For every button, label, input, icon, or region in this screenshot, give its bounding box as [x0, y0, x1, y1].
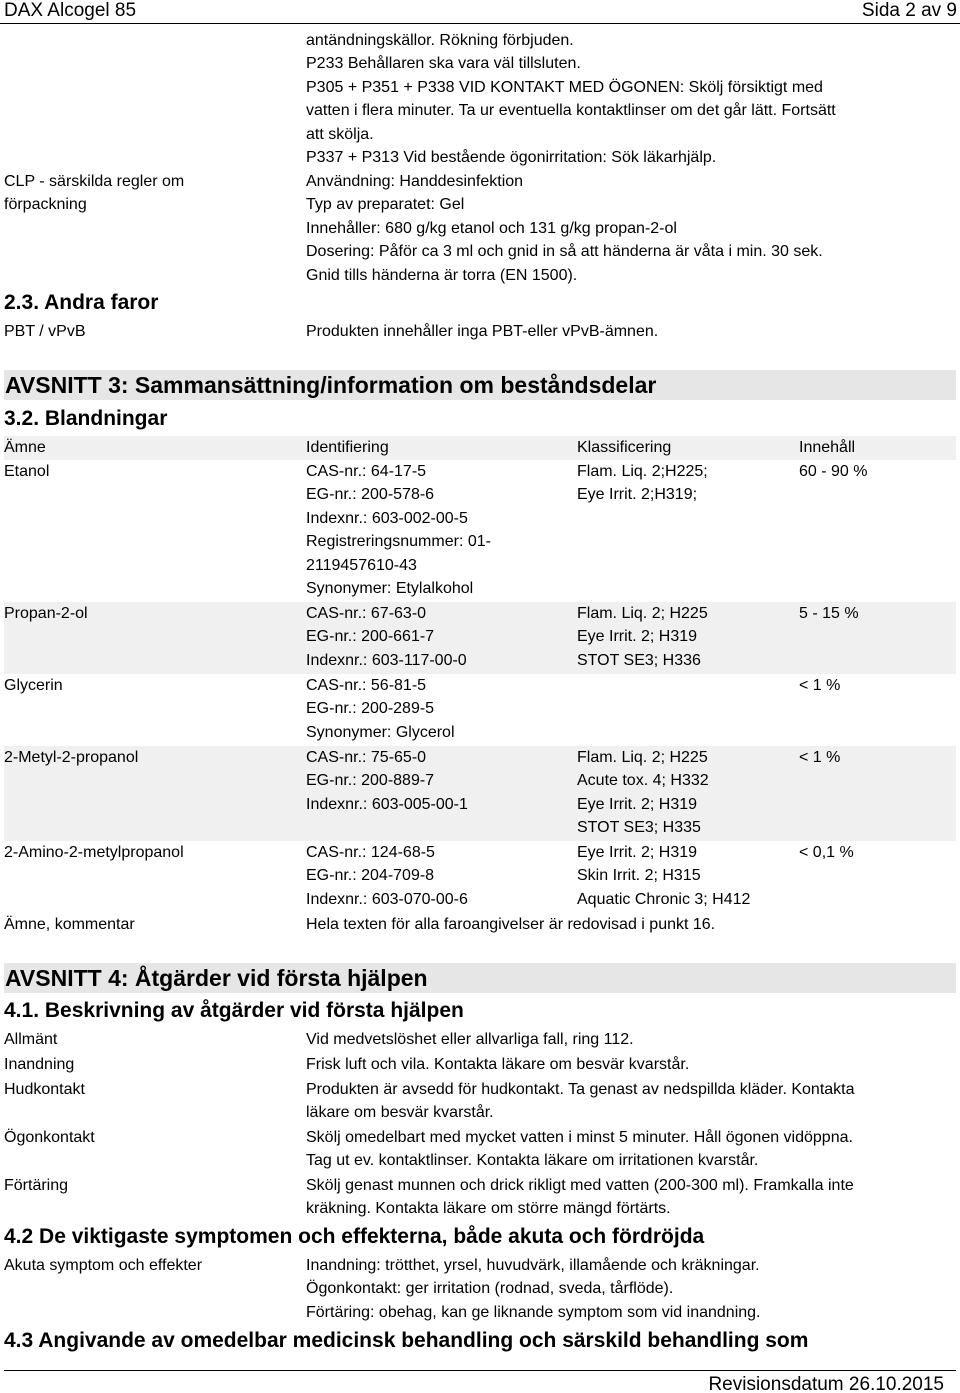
identifier-line: Indexnr.: 603-117-00-0	[306, 651, 467, 669]
comment-label: Ämne, kommentar	[4, 916, 135, 933]
col-header-identification: Identifiering	[306, 439, 389, 456]
identifier-line: EG-nr.: 200-661-7	[306, 628, 435, 646]
comment-text: Hela texten för alla faroangivelser är redovisad i punkt 16.	[306, 916, 716, 933]
identifier-line: CAS-nr.: 56-81-5	[306, 677, 427, 694]
identifier-line: EG-nr.: 200-578-6	[306, 486, 435, 504]
identifier-line: CAS-nr.: 75-65-0	[306, 749, 427, 766]
clp-label: CLP - särskilda regler om	[4, 173, 185, 190]
text-line: Inandning: trötthet, yrsel, huvudvärk, illamående och kräkningar.	[306, 1257, 760, 1274]
classification-line: Eye Irrit. 2; H319	[577, 795, 698, 813]
subsection-heading-4-1: 4.1. Beskrivning av åtgärder vid första hjälpen	[4, 999, 464, 1022]
subsection-heading-3-2: 3.2. Blandningar	[4, 407, 168, 430]
col-header-classification: Klassificering	[577, 439, 672, 456]
identifier-line: Indexnr.: 603-005-00-1	[306, 795, 468, 813]
first-aid-label: Hudkontakt	[4, 1081, 85, 1098]
text-line: Frisk luft och vila. Kontakta läkare om besvär kvarstår.	[306, 1056, 690, 1073]
text-line: Ögonkontakt: ger irritation (rodnad, sveda, tårflöde).	[306, 1280, 674, 1298]
col-header-substance: Ämne	[4, 439, 46, 456]
pbt-label: PBT / vPvB	[4, 323, 86, 340]
identifier-line: EG-nr.: 200-289-5	[306, 700, 435, 718]
text-line: P305 + P351 + P338 VID KONTAKT MED ÖGONEN: Skölj försiktigt med	[306, 78, 823, 96]
document-title: DAX Alcogel 85	[4, 0, 137, 21]
text-line: Tag ut ev. kontaktlinser. Kontakta läkare om irritationen kvarstår.	[306, 1152, 759, 1170]
page-number: Sida 2 av 9	[861, 0, 957, 21]
symptoms-label: Akuta symptom och effekter	[4, 1257, 203, 1274]
table-row	[0, 841, 960, 913]
classification-line: Eye Irrit. 2;H319;	[577, 486, 698, 504]
identifier-line: EG-nr.: 200-889-7	[306, 772, 435, 790]
text-line: antändningskällor. Rökning förbjuden.	[306, 32, 574, 49]
classification-line: STOT SE3; H335	[577, 819, 701, 837]
substance-name: Etanol	[4, 463, 50, 480]
section-heading-3: AVSNITT 3: Sammansättning/information om beståndsdelar	[4, 370, 956, 400]
identifier-line: Indexnr.: 603-070-00-6	[306, 890, 468, 908]
table-row	[0, 746, 960, 841]
col-header-content: Innehåll	[799, 439, 856, 456]
identifier-line: CAS-nr.: 64-17-5	[306, 463, 427, 480]
table-row	[0, 674, 960, 746]
identifier-line: Synonymer: Glycerol	[306, 723, 455, 741]
classification-line: Flam. Liq. 2; H225	[577, 749, 708, 766]
identifier-line: Registreringsnummer: 01-	[306, 533, 491, 551]
identifier-line: EG-nr.: 204-709-8	[306, 867, 435, 885]
content-value: 60 - 90 %	[799, 463, 868, 480]
substance-name: 2-Metyl-2-propanol	[4, 749, 139, 766]
first-aid-label: Ögonkontakt	[4, 1129, 95, 1146]
identifier-line: Synonymer: Etylalkohol	[306, 580, 474, 598]
identifier-line: 2119457610-43	[306, 556, 417, 574]
content-value: < 0,1 %	[799, 844, 854, 861]
classification-line: Eye Irrit. 2; H319	[577, 844, 698, 861]
table-row	[0, 602, 960, 674]
content-value: 5 - 15 %	[799, 605, 859, 622]
text-line: att skölja.	[306, 125, 374, 143]
subsection-heading-4-2: 4.2 De viktigaste symptomen och effekterna, både akuta och fördröjda	[4, 1225, 705, 1248]
substance-name: 2-Amino-2-metylpropanol	[4, 844, 184, 861]
text-line: P233 Behållaren ska vara väl tillsluten.	[306, 55, 581, 73]
classification-line: Flam. Liq. 2;H225;	[577, 463, 708, 480]
subsection-heading-2-3: 2.3. Andra faror	[4, 291, 159, 314]
text-line: P337 + P313 Vid bestående ögonirritation: Sök läkarhjälp.	[306, 149, 717, 167]
first-aid-label: Inandning	[4, 1056, 75, 1073]
classification-line: Skin Irrit. 2; H315	[577, 867, 701, 885]
text-line: kräkning. Kontakta läkare om större mängd förtärts.	[306, 1200, 671, 1218]
content-value: < 1 %	[799, 677, 841, 694]
content-value: < 1 %	[799, 749, 841, 766]
classification-line: STOT SE3; H336	[577, 651, 701, 669]
revision-date: Revisionsdatum 26.10.2015	[708, 1374, 944, 1393]
pbt-text: Produkten innehåller inga PBT-eller vPvB-ämnen.	[306, 323, 659, 340]
first-aid-label: Allmänt	[4, 1031, 58, 1048]
text-line: Dosering: Påför ca 3 ml och gnid in så att händerna är våta i min. 30 sek.	[306, 243, 823, 261]
table-header-row	[4, 436, 956, 460]
table-row	[0, 460, 960, 602]
classification-line: Eye Irrit. 2; H319	[577, 628, 698, 646]
footer-divider	[4, 1370, 956, 1371]
page-header	[0, 0, 960, 24]
classification-line: Aquatic Chronic 3; H412	[577, 890, 751, 908]
substance-name: Glycerin	[4, 677, 63, 694]
text-line: Skölj omedelbart med mycket vatten i minst 5 minuter. Håll ögonen vidöppna.	[306, 1129, 853, 1146]
text-line: läkare om besvär kvarstår.	[306, 1104, 494, 1122]
classification-line: Flam. Liq. 2; H225	[577, 605, 708, 622]
text-line: Förtäring: obehag, kan ge liknande symptom som vid inandning.	[306, 1303, 761, 1321]
text-line: Användning: Handdesinfektion	[306, 173, 524, 190]
substance-name: Propan-2-ol	[4, 605, 88, 622]
text-line: Vid medvetslöshet eller allvarliga fall, ring 112.	[306, 1031, 634, 1048]
text-line: vatten i flera minuter. Ta ur eventuella kontaktlinser om det går lätt. Fortsätt	[306, 102, 836, 120]
identifier-line: CAS-nr.: 124-68-5	[306, 844, 435, 861]
text-line: Typ av preparatet: Gel	[306, 196, 465, 214]
identifier-line: CAS-nr.: 67-63-0	[306, 605, 427, 622]
text-line: Gnid tills händerna är torra (EN 1500).	[306, 266, 578, 284]
clp-label: förpackning	[4, 196, 87, 214]
section-heading-4: AVSNITT 4: Åtgärder vid första hjälpen	[4, 963, 956, 993]
text-line: Produkten är avsedd för hudkontakt. Ta genast av nedspillda kläder. Kontakta	[306, 1081, 855, 1098]
classification-line: Acute tox. 4; H332	[577, 772, 709, 790]
identifier-line: Indexnr.: 603-002-00-5	[306, 509, 468, 527]
text-line: Skölj genast munnen och drick rikligt med vatten (200-300 ml). Framkalla inte	[306, 1177, 854, 1194]
first-aid-label: Förtäring	[4, 1177, 69, 1194]
subsection-heading-4-3: 4.3 Angivande av omedelbar medicinsk behandling och särskild behandling som	[4, 1329, 809, 1352]
text-line: Innehåller: 680 g/kg etanol och 131 g/kg propan-2-ol	[306, 219, 677, 237]
